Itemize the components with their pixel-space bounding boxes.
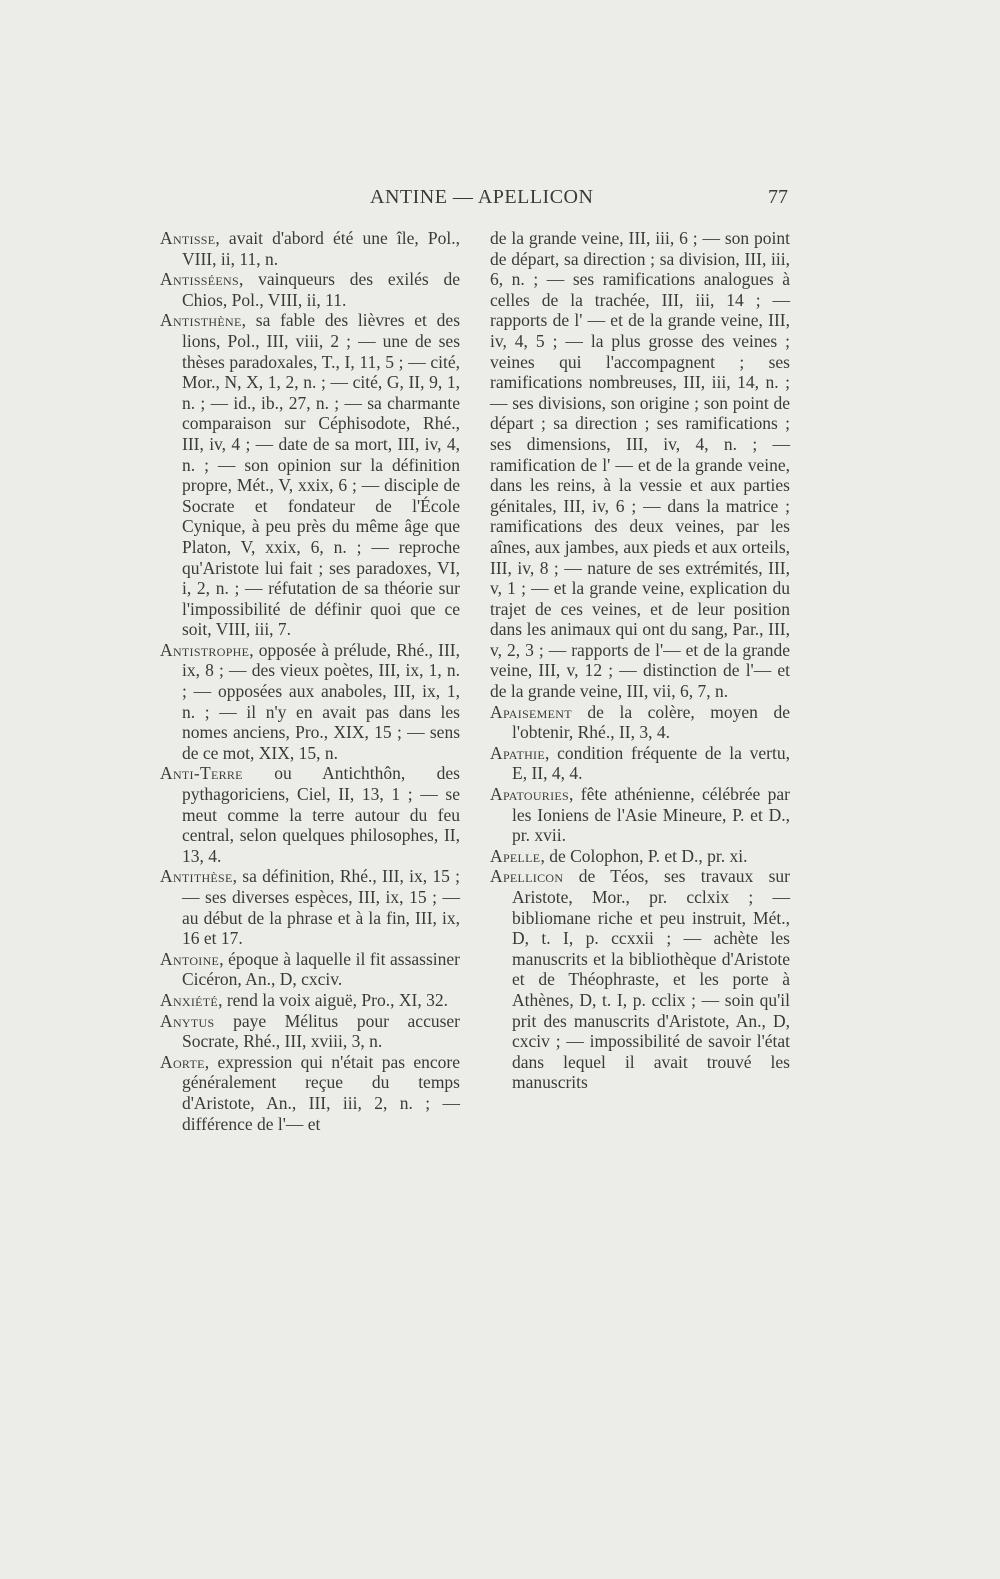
continued-entry-text: de la grande veine, III, iii, 6 ; — son point de départ, sa direction ; sa division, III, iii, 6, n. ; — ses ramifications analogues à celles de la trachée, III, iii, 14 ; — rapports de l' — et de la grande veine, III, iv, 4, 5 ; — la plus grosse des veines ; veines qui l'accompagnent ; ses ramifications nombreuses, III, iii, 14, n. ; — ses divisions, son origine ; son point de départ ; sa direction ; ses ramifications ; ses dimensions, III, iv, 4, n. ; — ramification de l' — et de la grande veine, dans les reins, à la vessie et aux parties génitales, III, iv, 6 ; — dans la matrice ; ramifications des deux veines, par les aînes, aux jambes, aux pieds et aux orteils, III, iv, 8 ; — nature de ses extrémités, III, v, 1 ; — et la grande veine, explication du trajet de ces veines, et de leur position dans les animaux qui ont du sang, Par., III, v, 2, 3 ; — rapports de l'— et de la grande veine, III, v, 12 ; — distinction de l'— et de la grande veine, III, vii, 6, 7, n. (490, 228, 790, 702)
entry-head: Anytus (160, 1010, 215, 1031)
index-entry (160, 269, 460, 310)
index-entry (160, 228, 460, 269)
index-entry (160, 763, 460, 866)
entry-head: Antoine (160, 948, 220, 969)
index-entry (160, 1011, 460, 1052)
index-entry (160, 949, 460, 990)
index-entry (490, 743, 790, 784)
entry-text: ou Antichthôn, des pythagoriciens, Ciel, II, 13, 1 ; — se meut comme la terre autour du feu central, selon quelques philosophes, II, 13, 4. (182, 763, 460, 866)
index-entry (490, 866, 790, 1093)
running-head (0, 186, 1000, 214)
entry-text: , fête athénienne, célébrée par les Ioniens de l'Asie Mineure, P. et D., pr. xvii. (512, 784, 790, 846)
entry-head: Aorte (160, 1051, 205, 1072)
entry-text: , de Colophon, P. et D., pr. xi. (540, 845, 748, 866)
entry-head: Antistrophe (160, 639, 250, 660)
index-entry (490, 702, 790, 743)
entry-text: , condition fréquente de la vertu, E, II, 4, 4. (512, 742, 790, 784)
page-number: 77 (768, 186, 788, 208)
entry-text: , vainqueurs des exilés de Chios, Pol., VIII, ii, 11. (182, 269, 460, 310)
index-entry (490, 784, 790, 846)
entry-head: Apellicon (490, 866, 564, 887)
index-entry (160, 640, 460, 764)
index-entry (160, 1052, 460, 1134)
entry-head: Apatouries (490, 784, 569, 805)
entry-text: , rend la voix aiguë, Pro., XI, 32. (218, 989, 448, 1010)
entry-head: Apathie (490, 742, 545, 763)
index-entry (160, 310, 460, 640)
entry-head: Apelle (490, 845, 541, 866)
entry-text: , sa fable des lièvres et des lions, Pol., III, viii, 2 ; — une de ses thèses paradoxales, T., I, 11, 5 ; — cité, Mor., N, X, 1, 2, n. ; — cité, G, II, 9, 1, n. ; — id., ib., 27, n. ; — sa charmante comparaison sur Céphisodote, Rhé., III, iv, 4 ; — date de sa mort, III, iv, 4, n. ; — son opinion sur la définition propre, Mét., V, xxix, 6 ; — disciple de Socrate et fondateur de l'École Cynique, à peu près du même âge que Platon, V, xxix, 6, n. ; — reproche qu'Aristote lui fait ; ses paradoxes, VI, i, 2, n. ; — réfutation de sa théorie sur l'impossibilité de définir quoi que ce soit, VIII, iii, 7. (182, 310, 460, 640)
index-entry (490, 846, 790, 867)
entry-text: , opposée à prélude, Rhé., III, ix, 8 ; — des vieux poètes, III, ix, 1, n. ; — opposées aux anaboles, III, ix, 1, n. ; — il n'y en avait pas dans les nomes anciens, Pro., XIX, 15 ; — sens de ce mot, XIX, 15, n. (182, 639, 460, 763)
left-column (160, 228, 460, 1134)
index-entry (160, 866, 460, 948)
entry-head: Antisséens (160, 269, 239, 290)
entry-head: Apaisement (490, 701, 572, 722)
entry-head: Antisse (160, 228, 216, 248)
page-title: ANTINE — APELLICON (370, 186, 594, 208)
entry-text: , sa définition, Rhé., III, ix, 15 ; — ses diverses espèces, III, ix, 15 ; — au début de la phrase et à la fin, III, ix, 16 et 17. (182, 866, 460, 949)
entry-text: de Téos, ses travaux sur Aristote, Mor., pr. cclxix ; — bibliomane riche et peu instruit, Mét., D, t. I, p. ccxxii ; — achète les manuscrits et la bibliothèque d'Aristote et de Théophraste, et les porte à Athènes, D, t. I, p. cclix ; — soin qu'il prit des manuscrits d'Aristote, An., D, cxciv ; — impossibilité de savoir l'état dans lequel il avait trouvé les manuscrits (512, 866, 790, 1093)
entry-head: Anti-Terre (160, 763, 243, 784)
entry-text: paye Mélitus pour accuser Socrate, Rhé., III, xviii, 3, n. (182, 1010, 460, 1052)
entry-text: , époque à laquelle il fit assassiner Cicéron, An., D, cxciv. (182, 948, 460, 990)
right-column (490, 228, 790, 1093)
entry-text: , expression qui n'était pas encore généralement reçue du temps d'Aristote, An., III, iii, 2, n. ; — différence de l'— et (182, 1051, 460, 1134)
entry-text: , avait d'abord été une île, Pol., VIII, ii, 11, n. (182, 228, 460, 269)
entry-head: Antisthène (160, 310, 242, 331)
index-entry (160, 990, 460, 1011)
entry-head: Anxiété (160, 989, 219, 1010)
entry-head: Antithèse (160, 866, 233, 887)
entry-text: de la colère, moyen de l'obtenir, Rhé., II, 3, 4. (512, 701, 790, 743)
